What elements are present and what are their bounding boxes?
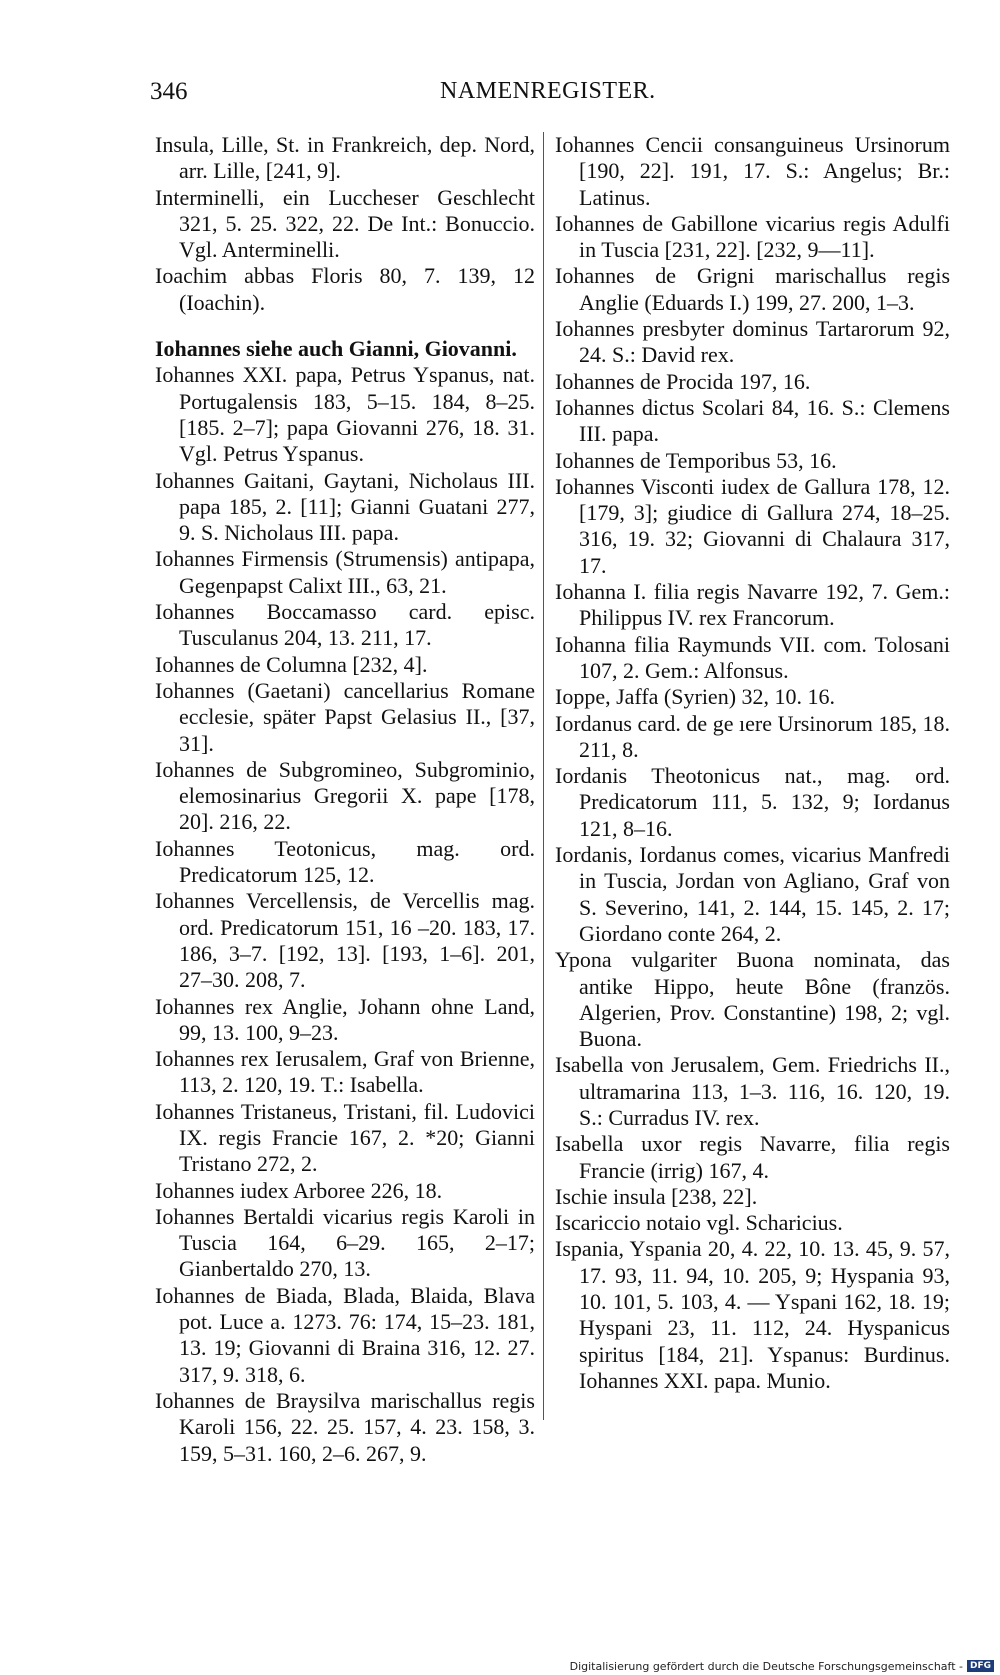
page-number: 346 — [150, 78, 188, 105]
index-entry: Iohannes (Gaetani) cancellarius Romane ecclesie, später Papst Gelasius II., [37, 31]. — [155, 677, 535, 756]
index-entry: Iohannes de Procida 197, 16. — [555, 368, 811, 394]
index-entry: Iohannes de Columna [232, 4]. — [155, 651, 428, 677]
page-header — [150, 78, 910, 118]
right-column — [555, 132, 950, 1394]
index-entry: Iohannes rex Ierusalem, Graf von Brienne, 113, 2. 120, 19. T.: Isabella. — [155, 1046, 535, 1098]
index-entry: Iordanus card. de ge ıere Ursinorum 185, 18. 211, 8. — [555, 710, 950, 762]
index-entry: Interminelli, ein Luccheser Geschlecht 321, 5. 25. 322, 22. De Int.: Bonuccio. Vgl. Anterminelli. — [155, 184, 535, 263]
index-entry: Ioachim abbas Floris 80, 7. 139, 12 (Ioachin). — [155, 263, 535, 315]
index-entry: Iohannes Teotonicus, mag. ord. Predicatorum 125, 12. — [155, 835, 535, 888]
index-entry: Iscariccio notaio vgl. Scharicius. — [555, 1210, 843, 1236]
index-heading-entry: Iohannes siehe auch Gianni, Giovanni. — [155, 336, 517, 362]
footer-credit: Digitalisierung gefördert durch die Deutsche Forschungsgemeinschaft - — [569, 1659, 963, 1673]
index-entry: Iordanis, Iordanus comes, vicarius Manfredi in Tuscia, Jordan von Agliano, Graf von S. Severino, 141, 2. 144, 15. 145, 2. 17; Giordano conte 264, 2. — [555, 842, 950, 946]
index-entry: Iohannes Bertaldi vicarius regis Karoli in Tuscia 164, 6–29. 165, 2–17; Gianbertaldo 270, 13. — [155, 1203, 535, 1282]
index-entry: Ispania, Yspania 20, 4. 22, 10. 13. 45, 9. 57, 17. 93, 11. 94, 10. 205, 9; Hyspania 93, 10. 101, 5. 103, 4. — Yspani 162, 18. 19; Hyspani 23, 11. 112, 24. Hyspanicus spiritus [184, 21]. Yspanus: Burdinus. Iohannes XXI. papa. Munio. — [555, 1236, 950, 1393]
running-title: NAMENREGISTER. — [440, 78, 656, 104]
index-entry: Iohanna I. filia regis Navarre 192, 7. Gem.: Philippus IV. rex Francorum. — [555, 579, 950, 631]
index-entry: Iordanis Theotonicus nat., mag. ord. Predicatorum 111, 5. 132, 9; Iordanus 121, 8–16. — [555, 763, 950, 841]
index-entry: Iohannes rex Anglie, Johann ohne Land, 99, 13. 100, 9–23. — [155, 993, 535, 1045]
left-column — [155, 132, 535, 1467]
index-entry: Iohannes de Braysilva marischallus regis Karoli 156, 22. 25. 157, 4. 23. 158, 3. 159, 5–31. 160, 2–6. 267, 9. — [155, 1387, 535, 1466]
index-entry: Iohannes Visconti iudex de Gallura 178, 12. [179, 3]; giudice di Gallura 274, 18–25. 316, 19. 32; Giovanni di Chalaura 317, 17. — [555, 473, 950, 578]
index-entry: Iohanna filia Raymunds VII. com. Tolosani 107, 2. Gem.: Alfonsus. — [555, 631, 950, 683]
index-entry: Ischie insula [238, 22]. — [555, 1183, 758, 1209]
index-entry: Iohannes de Subgromineo, Subgrominio, elemosinarius Gregorii X. pape [178, 20]. 216, 22. — [155, 756, 535, 835]
index-entry: Iohannes dictus Scolari 84, 16. S.: Clemens III. papa. — [555, 394, 950, 447]
index-entry: Iohannes Gaitani, Gaytani, Nicholaus III. papa 185, 2. [11]; Gianni Guatani 277, 9. S. Nicholaus III. papa. — [155, 467, 535, 546]
index-entry: Iohannes XXI. papa, Petrus Yspanus, nat. Portugalensis 183, 5–15. 184, 8–25. [185. 2–7]; papa Giovanni 276, 18. 31. Vgl. Petrus Yspanus. — [155, 362, 535, 467]
index-entry: Iohannes Firmensis (Strumensis) antipapa, Gegenpapst Calixt III., 63, 21. — [155, 546, 535, 598]
index-entry: Ypona vulgariter Buona nominata, das antike Hippo, heute Bône (französ. Algerien, Prov. Constantine) 198, 2; vgl. Buona. — [555, 947, 950, 1052]
index-entry: Iohannes Cencii consanguineus Ursinorum [190, 22]. 191, 17. S.: Angelus; Br.: Latinus. — [555, 132, 950, 210]
index-entry: Iohannes de Temporibus 53, 16. — [555, 447, 837, 473]
index-entry: Iohannes de Biada, Blada, Blaida, Blava pot. Luce a. 1273. 76: 174, 15–23. 181, 13. 19; Giovanni di Braina 316, 12. 27. 317, 9. 318, 6. — [155, 1282, 535, 1387]
index-entry: Iohannes Vercellensis, de Vercellis mag. ord. Predicatorum 151, 16 –20. 183, 17. 186, 3–7. [192, 13]. [193, 1–6]. 201, 27–30. 208, 7. — [155, 888, 535, 993]
column-divider — [543, 132, 544, 1420]
index-entry: Insula, Lille, St. in Frankreich, dep. Nord, arr. Lille, [241, 9]. — [155, 132, 535, 184]
index-entry: Isabella uxor regis Navarre, filia regis Francie (irrig) 167, 4. — [555, 1131, 950, 1183]
index-entry: Iohannes de Gabillone vicarius regis Adulfi in Tuscia [231, 22]. [232, 9—11]. — [555, 210, 950, 263]
digitization-footer — [570, 1657, 1000, 1675]
index-entry: Iohannes de Grigni marischallus regis Anglie (Eduards I.) 199, 27. 200, 1–3. — [555, 263, 950, 315]
index-entry: Iohannes iudex Arboree 226, 18. — [155, 1177, 443, 1203]
dfg-logo: DFG — [967, 1660, 994, 1672]
index-entry: Ioppe, Jaffa (Syrien) 32, 10. 16. — [555, 684, 836, 710]
index-entry: Iohannes Boccamasso card. episc. Tusculanus 204, 13. 211, 17. — [155, 599, 535, 651]
index-entry: Iohannes presbyter dominus Tartarorum 92, 24. S.: David rex. — [555, 316, 950, 368]
index-entry: Iohannes Tristaneus, Tristani, fil. Ludovici IX. regis Francie 167, 2. *20; Gianni Tristano 272, 2. — [155, 1098, 535, 1177]
index-entry: Isabella von Jerusalem, Gem. Friedrichs II., ultramarina 113, 1–3. 116, 16. 120, 19. S.: Curradus IV. rex. — [555, 1052, 950, 1130]
